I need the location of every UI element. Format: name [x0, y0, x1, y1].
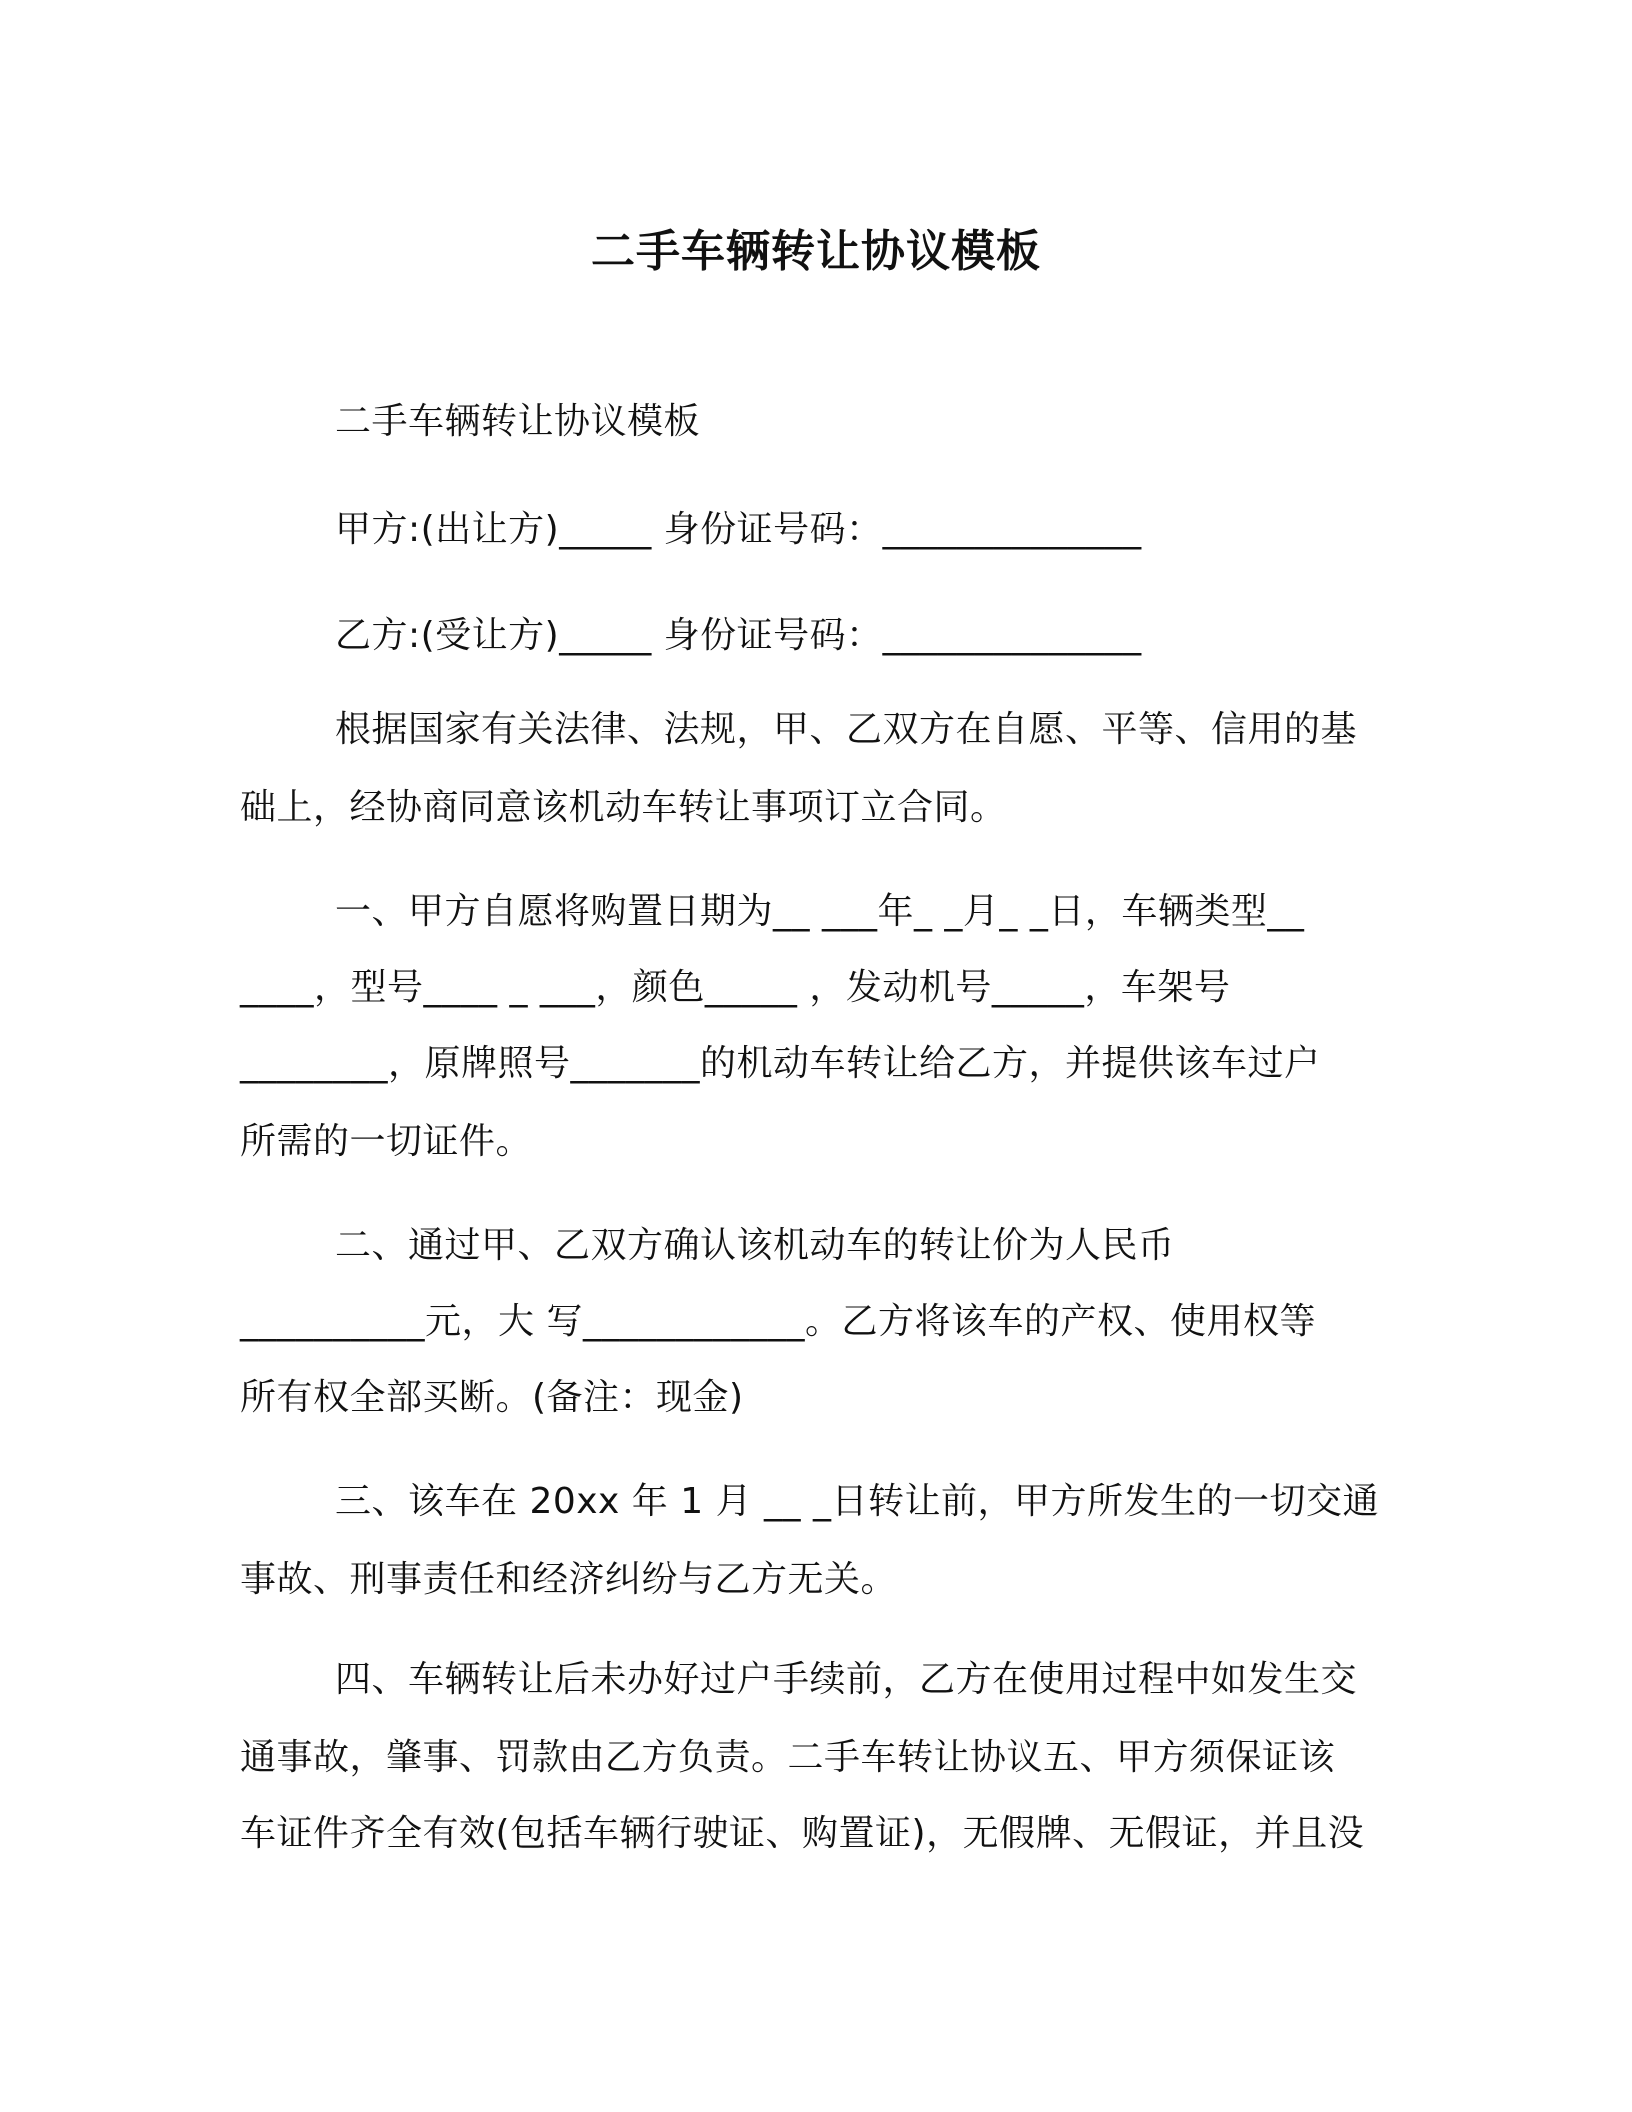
- party-a-line: 甲方:(出让方)_____ 身份证号码：______________: [335, 509, 1142, 550]
- subtitle-line: 二手车辆转让协议模板: [335, 401, 701, 442]
- clause-1-line-3: ________，原牌照号_______的机动车转让给乙方，并提供该车过户: [240, 1043, 1321, 1084]
- preamble-line-1: 根据国家有关法律、法规，甲、乙双方在自愿、平等、信用的基: [335, 709, 1358, 750]
- clause-4-line-1: 四、车辆转让后未办好过户手续前，乙方在使用过程中如发生交: [335, 1659, 1358, 1700]
- clause-1-line-2: ____，型号____ _ ___，颜色_____ ，发动机号_____，车架号: [240, 967, 1231, 1008]
- clause-4-line-3: 车证件齐全有效(包括车辆行驶证、购置证)，无假牌、无假证，并且没: [240, 1813, 1365, 1854]
- clause-4-line-2: 通事故，肇事、罚款由乙方负责。二手车转让协议五、甲方须保证该: [240, 1737, 1336, 1778]
- clause-1-line-1: 一、甲方自愿将购置日期为__ ___年_ _月_ _日，车辆类型__: [335, 891, 1305, 932]
- document-title: 二手车辆转让协议模板: [591, 226, 1041, 277]
- clause-3-line-2: 事故、刑事责任和经济纠纷与乙方无关。: [240, 1559, 898, 1600]
- clause-2-line-3: 所有权全部买断。(备注：现金): [240, 1377, 744, 1418]
- clause-3-line-1: 三、该车在 20xx 年 1 月 __ _日转让前，甲方所发生的一切交通: [335, 1481, 1379, 1522]
- clause-1-line-4: 所需的一切证件。: [240, 1121, 533, 1162]
- clause-2-line-1: 二、通过甲、乙双方确认该机动车的转让价为人民币: [335, 1225, 1175, 1266]
- party-b-line: 乙方:(受让方)_____ 身份证号码：______________: [335, 615, 1142, 656]
- clause-2-line-2: __________元，大 写____________。乙方将该车的产权、使用权等: [240, 1301, 1316, 1342]
- preamble-line-2: 础上，经协商同意该机动车转让事项订立合同。: [240, 787, 1007, 828]
